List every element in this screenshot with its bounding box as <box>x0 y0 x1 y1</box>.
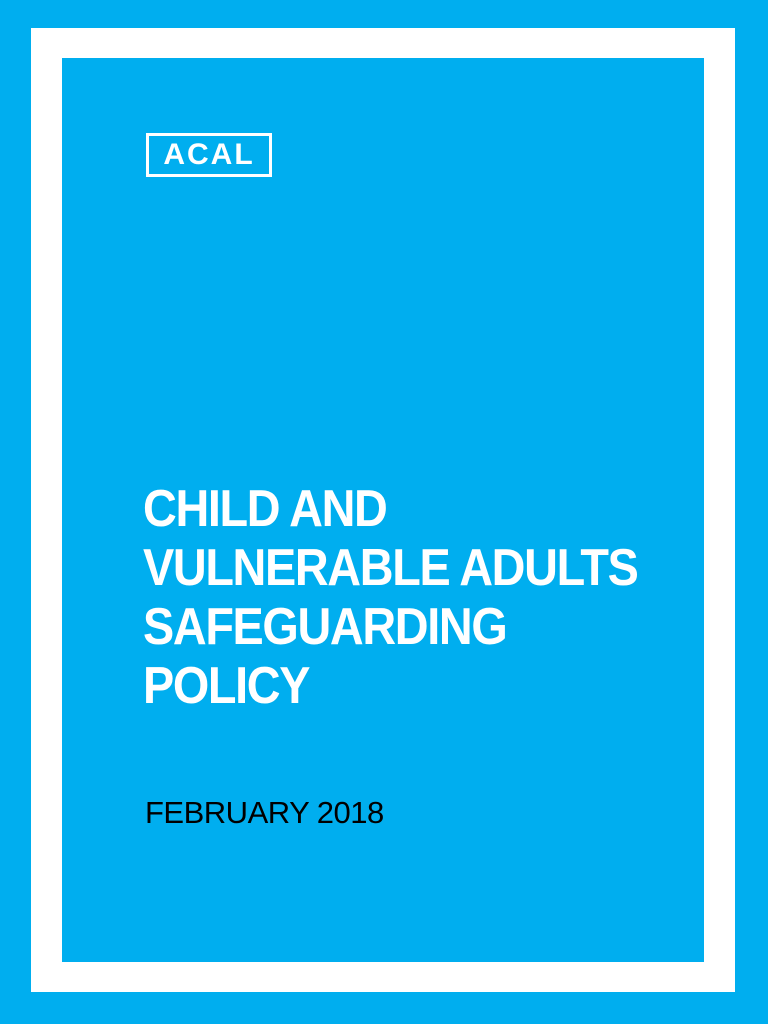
title-line-1: CHILD AND <box>143 480 387 538</box>
publication-date: FEBRUARY 2018 <box>145 795 384 830</box>
title-line-3: SAFEGUARDING <box>143 598 507 656</box>
logo-text: ACAL <box>163 138 255 171</box>
title-line-4: POLICY <box>143 657 310 715</box>
blue-cover-panel <box>62 58 704 962</box>
title-line-2: VULNERABLE ADULTS <box>143 539 638 597</box>
document-title <box>143 480 638 716</box>
acal-logo <box>146 133 272 177</box>
